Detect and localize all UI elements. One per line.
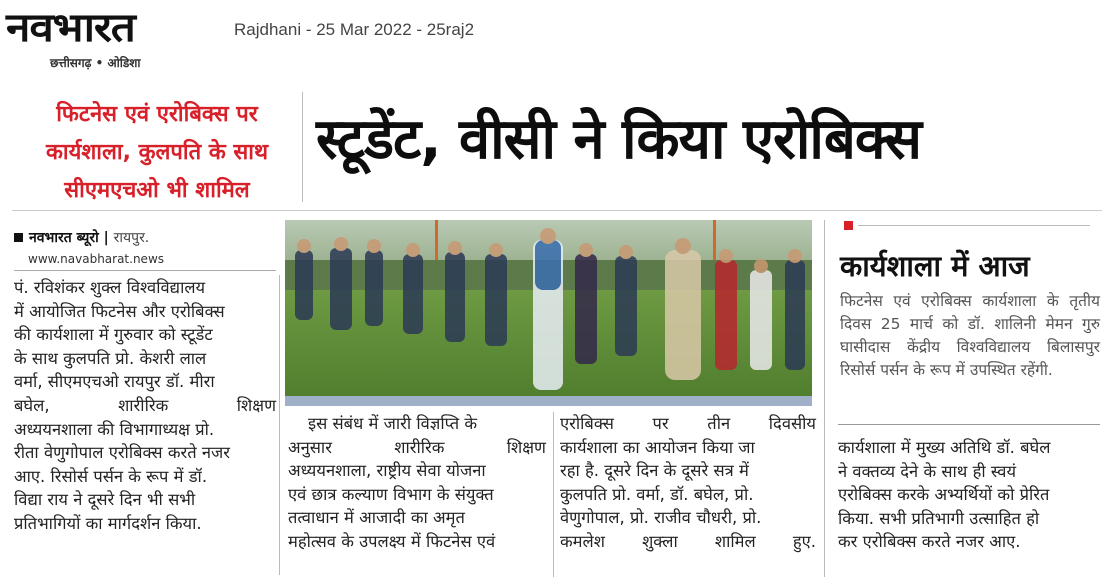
sidebar-title: कार्यशाला में आज [840, 249, 1030, 283]
subheadline-line: सीएमएचओ भी शामिल [64, 178, 250, 203]
text-line: रीता वेणुगोपाल एरोबिक्स करते नजर [14, 443, 231, 463]
article-column-4 [838, 436, 1100, 554]
page-meta: Rajdhani - 25 Mar 2022 - 25raj2 [234, 20, 475, 39]
box-marker-icon [844, 221, 853, 230]
text-line: एरोबिक्स पर तीन दिवसीय [560, 414, 816, 433]
text-line: अनुसार शारीरिक शिक्षण [288, 437, 546, 457]
article-column-2 [288, 412, 546, 554]
masthead [6, 4, 216, 84]
text-line: में आयोजित फिटनेस और एरोबिक्स [14, 301, 225, 321]
text-line: वर्मा, सीएमएचओ रायपुर डॉ. मीरा [14, 372, 215, 392]
website-link[interactable]: www.navabharat.news [28, 252, 165, 266]
subheadline [12, 96, 302, 210]
text-line: इस संबंध में जारी विज्ञप्ति के [308, 414, 478, 433]
text-line: प्रतिभागियों का मार्गदर्शन किया. [14, 513, 202, 533]
newspaper-logo: नवभारत [6, 5, 135, 51]
headline: स्टूडेंट, वीसी ने किया एरोबिक्स [316, 107, 921, 172]
text-line: विद्या राय ने दूसरे दिन भी सभी [14, 490, 196, 510]
subheadline-line: फिटनेस एवं एरोबिक्स पर [56, 102, 258, 127]
text-line: कार्यशाला में मुख्य अतिथि डॉ. बघेल [838, 438, 1051, 457]
dateline-city: रायपुर. [113, 230, 150, 246]
aerobics-photo [285, 220, 812, 406]
text-line: अध्ययनशाला की विभागाध्यक्ष प्रो. [14, 419, 215, 439]
edition-label: छत्तीसगढ़ • ओडिशा [50, 56, 141, 70]
subheadline-line: कार्यशाला, कुलपति के साथ [45, 140, 269, 165]
divider [12, 210, 1102, 211]
text-line: महोत्सव के उपलक्ष्य में फिटनेस एवं [288, 531, 496, 551]
text-line: कार्यशाला का आयोजन किया जा [560, 437, 755, 457]
text-line: कमलेश शुक्ला शामिल हुए. [560, 531, 816, 551]
divider [824, 220, 825, 577]
divider [858, 225, 1090, 226]
divider [302, 92, 303, 202]
bullet-square-icon [14, 233, 23, 242]
text-line: आए. रिसोर्स पर्सन के रूप में डॉ. [14, 466, 208, 486]
divider [553, 412, 554, 577]
text-line: वेणुगोपाल, प्रो. राजीव चौधरी, प्रो. [560, 508, 762, 528]
text-line: अध्ययनशाला, राष्ट्रीय सेवा योजना [288, 461, 486, 481]
text-line: रहा है. दूसरे दिन के दूसरे सत्र में [560, 461, 749, 481]
sidebar-text: फिटनेस एवं एरोबिक्स कार्यशाला के तृतीय दिवस 25 मार्च को डॉ. शालिनी मेमन गुरु घासीदास केंद्रीय विश्वविद्यालय बिलासपुर रिसोर्स पर्सन के रूप में उपस्थित रहेंगी. [840, 292, 1100, 379]
divider [14, 270, 276, 271]
text-line: तत्वाधान में आजादी का अमृत [288, 508, 465, 528]
text-line: कुलपति प्रो. वर्मा, डॉ. बघेल, प्रो. [560, 484, 754, 504]
text-line: एवं छात्र कल्याण विभाग के संयुक्त [288, 484, 494, 504]
text-line: एरोबिक्स करके अभ्यर्थियों को प्रेरित [838, 485, 1050, 505]
text-line: पं. रविशंकर शुक्ल विश्वविद्यालय [14, 278, 206, 297]
divider [279, 275, 280, 575]
text-line: किया. सभी प्रतिभागी उत्साहित हो [838, 508, 1040, 528]
text-line: कर एरोबिक्स करते नजर आए. [838, 532, 1021, 552]
divider [838, 424, 1100, 425]
text-line: ने वक्तव्य देने के साथ ही स्वयं [838, 461, 1017, 481]
article-column-3 [560, 412, 816, 554]
photo-illustration [285, 220, 812, 406]
byline: नवभारत ब्यूरो | रायपुर. [14, 228, 149, 247]
bureau-name: नवभारत ब्यूरो [29, 230, 99, 246]
text-line: बघेल, शारीरिक शिक्षण [14, 395, 276, 415]
article-column-1 [14, 276, 276, 536]
text-line: के साथ कुलपति प्रो. केशरी लाल [14, 348, 207, 368]
text-line: की कार्यशाला में गुरुवार को स्टूडेंट [14, 325, 213, 345]
